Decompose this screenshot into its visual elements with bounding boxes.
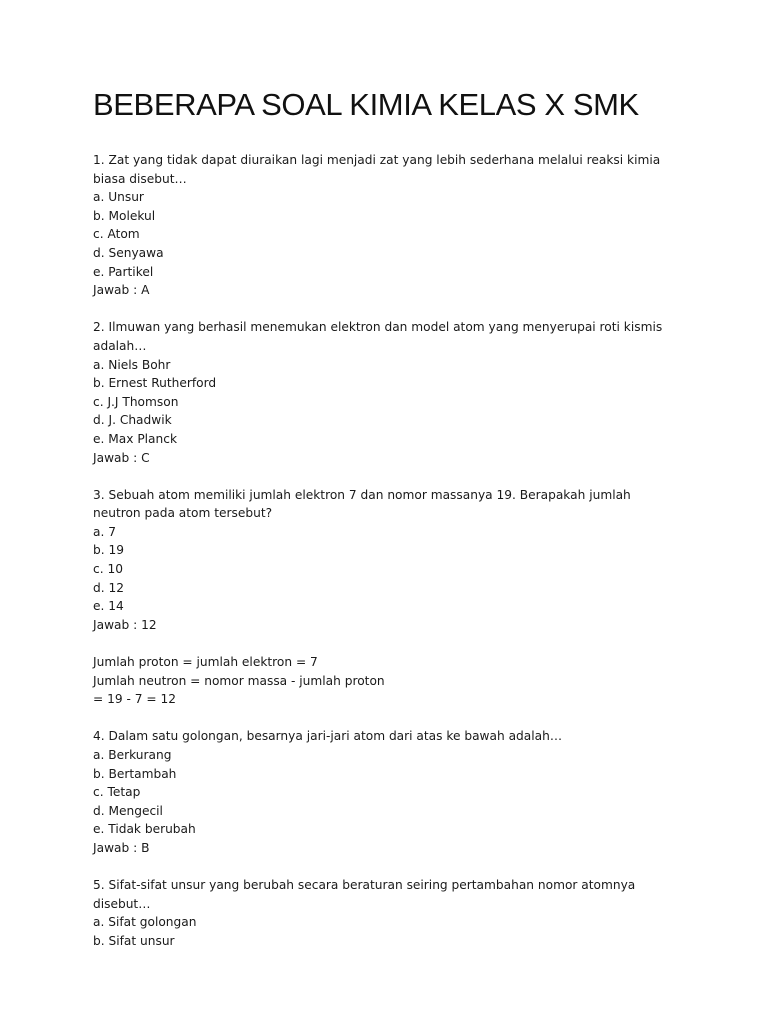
answer-option: d. Senyawa — [93, 245, 164, 260]
answer-option: a. Unsur — [93, 190, 144, 205]
question-text-line: 3. Sebuah atom memiliki jumlah elektron 7 dan nomor massanya 19. Berapakah jumlah — [93, 487, 631, 502]
answer-option: b. 19 — [93, 543, 124, 558]
answer-option: e. Tidak berubah — [93, 822, 196, 837]
answer-option: d. Mengecil — [93, 803, 163, 818]
question-text-line: disebut… — [93, 896, 151, 911]
explanation-line: Jumlah proton = jumlah elektron = 7 — [93, 655, 318, 670]
question-2 — [93, 318, 693, 467]
answer-option: c. 10 — [93, 562, 123, 577]
answer-option: c. J.J Thomson — [93, 394, 179, 409]
question-1 — [93, 151, 693, 300]
question-3 — [93, 486, 693, 635]
answer-option: e. Max Planck — [93, 431, 178, 446]
answer-option: c. Tetap — [93, 785, 141, 800]
question-text-line: 1. Zat yang tidak dapat diuraikan lagi menjadi zat yang lebih sederhana melalui reaksi kimia — [93, 153, 661, 167]
document-page — [93, 86, 693, 951]
answer-option: b. Molekul — [93, 208, 156, 223]
answer-option: b. Sifat unsur — [93, 933, 175, 948]
explanation-line: = 19 - 7 = 12 — [93, 692, 176, 707]
answer-option: a. 7 — [93, 524, 116, 539]
answer-key: Jawab : 12 — [93, 617, 157, 632]
answer-key: Jawab : C — [93, 450, 150, 465]
answer-key: Jawab : A — [93, 283, 150, 298]
answer-option: b. Ernest Rutherford — [93, 376, 217, 391]
answer-option: d. J. Chadwik — [93, 413, 172, 428]
question-text-line: neutron pada atom tersebut? — [93, 506, 273, 521]
answer-option: e. Partikel — [93, 264, 154, 279]
question-text-line: 4. Dalam satu golongan, besarnya jari-jari atom dari atas ke bawah adalah… — [93, 729, 563, 744]
answer-option: a. Berkurang — [93, 748, 172, 762]
page-title: BEBERAPA SOAL KIMIA KELAS X SMK — [93, 87, 639, 122]
explanation — [93, 653, 693, 709]
answer-option: b. Bertambah — [93, 766, 177, 781]
document-body — [93, 151, 693, 951]
question-5 — [93, 876, 693, 950]
answer-option: e. 14 — [93, 599, 124, 614]
explanation-line: Jumlah neutron = nomor massa - jumlah proton — [93, 673, 385, 688]
question-text-line: 2. Ilmuwan yang berhasil menemukan elektron dan model atom yang menyerupai roti kismis — [93, 320, 663, 335]
answer-option: d. 12 — [93, 580, 124, 595]
question-text-line: biasa disebut… — [93, 171, 187, 186]
question-text-line: 5. Sifat-sifat unsur yang berubah secara beraturan seiring pertambahan nomor atomnya — [93, 878, 636, 893]
question-text-line: adalah… — [93, 338, 147, 353]
answer-option: a. Niels Bohr — [93, 357, 171, 372]
answer-key: Jawab : B — [93, 840, 150, 855]
answer-option: a. Sifat golongan — [93, 915, 197, 930]
answer-option: c. Atom — [93, 227, 140, 242]
question-4 — [93, 727, 693, 857]
